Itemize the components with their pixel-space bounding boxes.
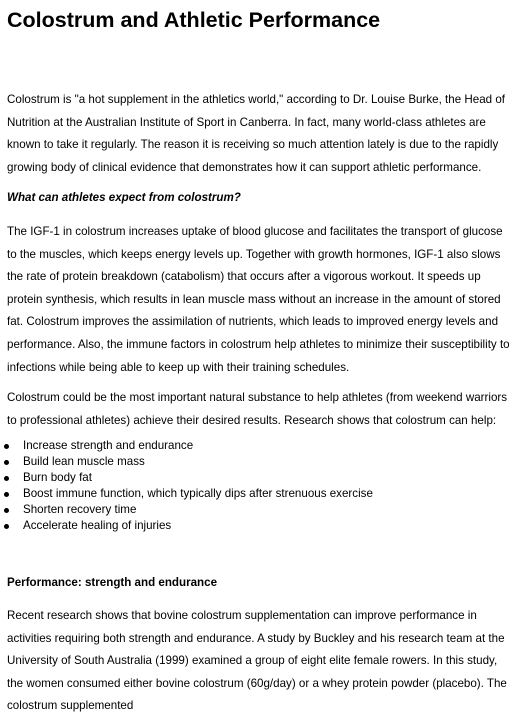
benefit-text: Boost immune function, which typically dips after strenuous exercise: [23, 487, 373, 500]
research-paragraph: Recent research shows that bovine colostrum supplementation can improve performance in activities requiring both strength and endurance. A study by Buckley and his research team at the University of South Australia (1999) examined a group of eight elite female rowers. In this study, the women consumed either bovine colostrum (60g/day) or a whey protein powder (placebo). The colostrum supplemented: [7, 609, 507, 713]
list-item: [0, 502, 373, 518]
question-heading: What can athletes expect from colostrum?: [7, 191, 241, 204]
bullet-icon: [4, 508, 9, 513]
bullet-icon: [4, 460, 9, 465]
benefit-text: Burn body fat: [23, 471, 92, 484]
bullet-icon: [4, 444, 9, 449]
benefit-text: Shorten recovery time: [23, 503, 137, 516]
list-item: [0, 454, 373, 470]
benefit-text: Build lean muscle mass: [23, 455, 145, 468]
benefit-text: Increase strength and endurance: [23, 439, 194, 452]
benefits-list: [0, 438, 373, 534]
intro-paragraph: Colostrum is "a hot supplement in the athletics world," according to Dr. Louise Burke, the Head of Nutrition at the Australian Institute of Sport in Canberra. In fact, many world-class athletes are known to take it regularly. The reason it is receiving so much attention lately is due to the rapidly growing body of clinical evidence that demonstrates how it can support athletic performance.: [7, 93, 505, 174]
list-item: [0, 470, 373, 486]
page-title: Colostrum and Athletic Performance: [7, 8, 381, 32]
igf-paragraph: The IGF-1 in colostrum increases uptake of blood glucose and facilitates the transport of glucose to the muscles, which keeps energy levels up. Together with growth hormones, IGF-1 also slows the rate of protein breakdown (catabolism) that occurs after a vigorous workout. It speeds up protein synthesis, which results in lean muscle mass without an increase in the amount of stored fat. Colostrum improves the assimilation of nutrients, which leads to improved energy levels and performance. Also, the immune factors in colostrum help athletes to minimize their susceptibility to infections while being able to keep up with their training schedules.: [7, 225, 510, 374]
bullet-icon: [4, 524, 9, 529]
bullet-icon: [4, 476, 9, 481]
list-item: [0, 486, 373, 502]
benefit-text: Accelerate healing of injuries: [23, 519, 172, 532]
performance-heading: Performance: strength and endurance: [7, 576, 218, 589]
natural-substance-paragraph: Colostrum could be the most important natural substance to help athletes (from weekend warriors to professional athletes) achieve their desired results. Research shows that colostrum can help:: [7, 391, 508, 427]
bullet-icon: [4, 492, 9, 497]
list-item: [0, 518, 373, 534]
list-item: [0, 438, 373, 454]
